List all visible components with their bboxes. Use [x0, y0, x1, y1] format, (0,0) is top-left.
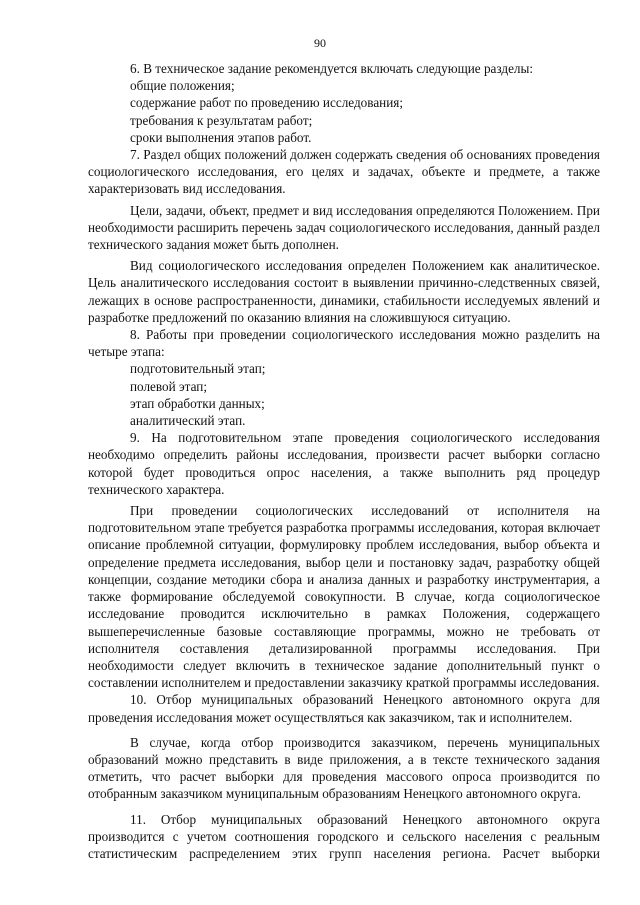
- paragraph: В случае, когда отбор производится заказчиком, перечень муниципальных образований можно представить в виде приложения, а в тексте технического задания отметить, что расчет выборки для проведения массового опроса производится по отобранным заказчиком муниципальным образованиям Ненецкого автономного округа.: [88, 734, 600, 802]
- list-item: этап обработки данных;: [130, 395, 265, 411]
- list-item: сроки выполнения этапов работ.: [130, 129, 312, 145]
- list-item: полевой этап;: [130, 378, 207, 394]
- list-item: аналитический этап.: [130, 413, 246, 429]
- list-item: общие положения;: [130, 78, 235, 94]
- document-body: [88, 60, 600, 862]
- paragraph-11: 11. Отбор муниципальных образований Ненецкого автономного округа производится с учетом соотношения городского и сельского населения с реальным статистическим распределением этих групп населения региона. Расчет выборки: [88, 811, 600, 861]
- paragraph: Вид социологического исследования определен Положением как аналитическое. Цель аналитического исследования состоит в выявлении причинно-следственных связей, лежащих в основе распространенности, динамики, стабильности исследуемых явлений и разработке предложений по оказанию влияния на сложившуюся ситуацию.: [88, 258, 600, 325]
- paragraph-10: 10. Отбор муниципальных образований Ненецкого автономного округа для проведения исследования может осуществляться как заказчиком, так и исполнителем.: [88, 692, 600, 725]
- list-item: требования к результатам работ;: [130, 112, 313, 128]
- paragraph-7: 7. Раздел общих положений должен содержать сведения об основаниях проведения социологического исследования, его целях и задачах, объекте и предмете, а также характеризовать вид исследования.: [88, 147, 600, 197]
- paragraph-6: 6. В техническое задание рекомендуется включать следующие разделы:: [130, 61, 534, 76]
- page-number: 90: [314, 36, 326, 50]
- paragraph: Цели, задачи, объект, предмет и вид исследования определяются Положением. При необходимости расширить перечень задач социологического исследования, данный раздел технического задания может быть дополнен.: [88, 202, 600, 253]
- list-item: подготовительный этап;: [130, 361, 266, 377]
- paragraph-8: 8. Работы при проведении социологического исследования можно разделить на четыре этапа:: [88, 327, 600, 360]
- paragraph: При проведении социологических исследований от исполнителя на подготовительном этапе требуется разработка программы исследования, которая включает описание проблемной ситуации, формулировку проблем исследования, выбор объекта и определение предмета исследования, выбор цели и постановку задач, разработку общей концепции, создание методики сбора и анализа данных и разработку инструментария, а также формирование обследуемой совокупности. В случае, когда социологическое исследование проводится исключительно в рамках Положения, содержащего вышеперечисленные базовые составляющие программы, можно не требовать от исполнителя составления детализированной программы исследования. При необходимости следует включить в техническое задание дополнительный пункт о составлении исполнителем и предоставлении заказчику краткой программы исследования.: [88, 503, 600, 691]
- paragraph-9: 9. На подготовительном этапе проведения социологического исследования необходимо определить районы исследования, произвести расчет выборки согласно которой будет проводиться опрос населения, а также выполнить ряд процедур технического характера.: [88, 430, 600, 497]
- list-item: содержание работ по проведению исследования;: [130, 95, 404, 111]
